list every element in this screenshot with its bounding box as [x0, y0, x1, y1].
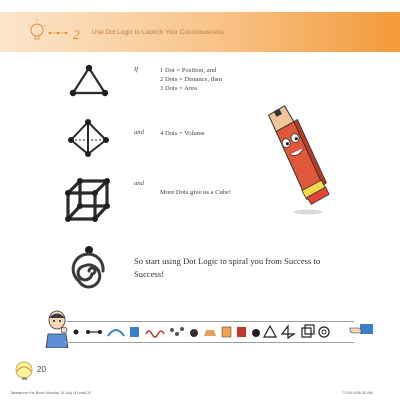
red-block-icon — [237, 327, 246, 337]
row-lead-and-1: and — [134, 129, 144, 136]
bomb-icon — [190, 329, 198, 337]
spiral-dots-shape — [68, 244, 112, 292]
print-slug-left: Takeabove the Book Monday 14 July (4).indd 20 — [10, 391, 92, 395]
page-number: 20 — [37, 365, 46, 374]
ball-icon — [252, 329, 260, 337]
dot-logic-icon-strip — [64, 321, 354, 343]
cube-dots-shape — [62, 176, 116, 226]
row-1-line-3: 3 Dots = Area — [160, 85, 197, 92]
row-2-line-1: 4 Dots = Volume — [160, 130, 205, 137]
strip-tetrahedron-icon — [282, 326, 294, 338]
strip-spiral-icon — [319, 327, 329, 337]
dot-icon — [74, 330, 79, 335]
pointing-hand-icon — [348, 322, 374, 336]
row-1-line-1: 1 Dot = Position, and — [160, 67, 217, 74]
arc-icon — [108, 330, 124, 336]
strip-triangle-icon — [264, 326, 276, 337]
row-lead-if: If — [134, 66, 139, 73]
row-lead-and-2: and — [134, 180, 144, 187]
print-slug-right: 7/7/06 6:56:30 AM — [342, 391, 373, 395]
triangle-dots-shape — [68, 64, 110, 98]
wave-icon — [146, 331, 164, 337]
blue-block-icon — [130, 327, 139, 337]
spiral-success-text: So start using Dot Logic to spiral you from Success to Success! — [134, 256, 321, 279]
tetrahedron-dots-shape — [66, 118, 112, 158]
strip-cube-icon — [302, 328, 311, 337]
book-icon — [204, 330, 216, 336]
card-icon — [222, 327, 231, 337]
row-1-text — [160, 66, 222, 93]
row-3-line-1: More Dots give us a Cube! — [160, 189, 232, 196]
pencil-character-illustration — [262, 102, 336, 218]
chapter-number: 2 — [73, 27, 80, 42]
cluster-icon — [170, 328, 174, 332]
chapter-title: Use Dot Logic to Launch Your Consciousness — [92, 29, 224, 36]
row-1-line-2: 2 Dots = Distance, then — [160, 76, 223, 83]
